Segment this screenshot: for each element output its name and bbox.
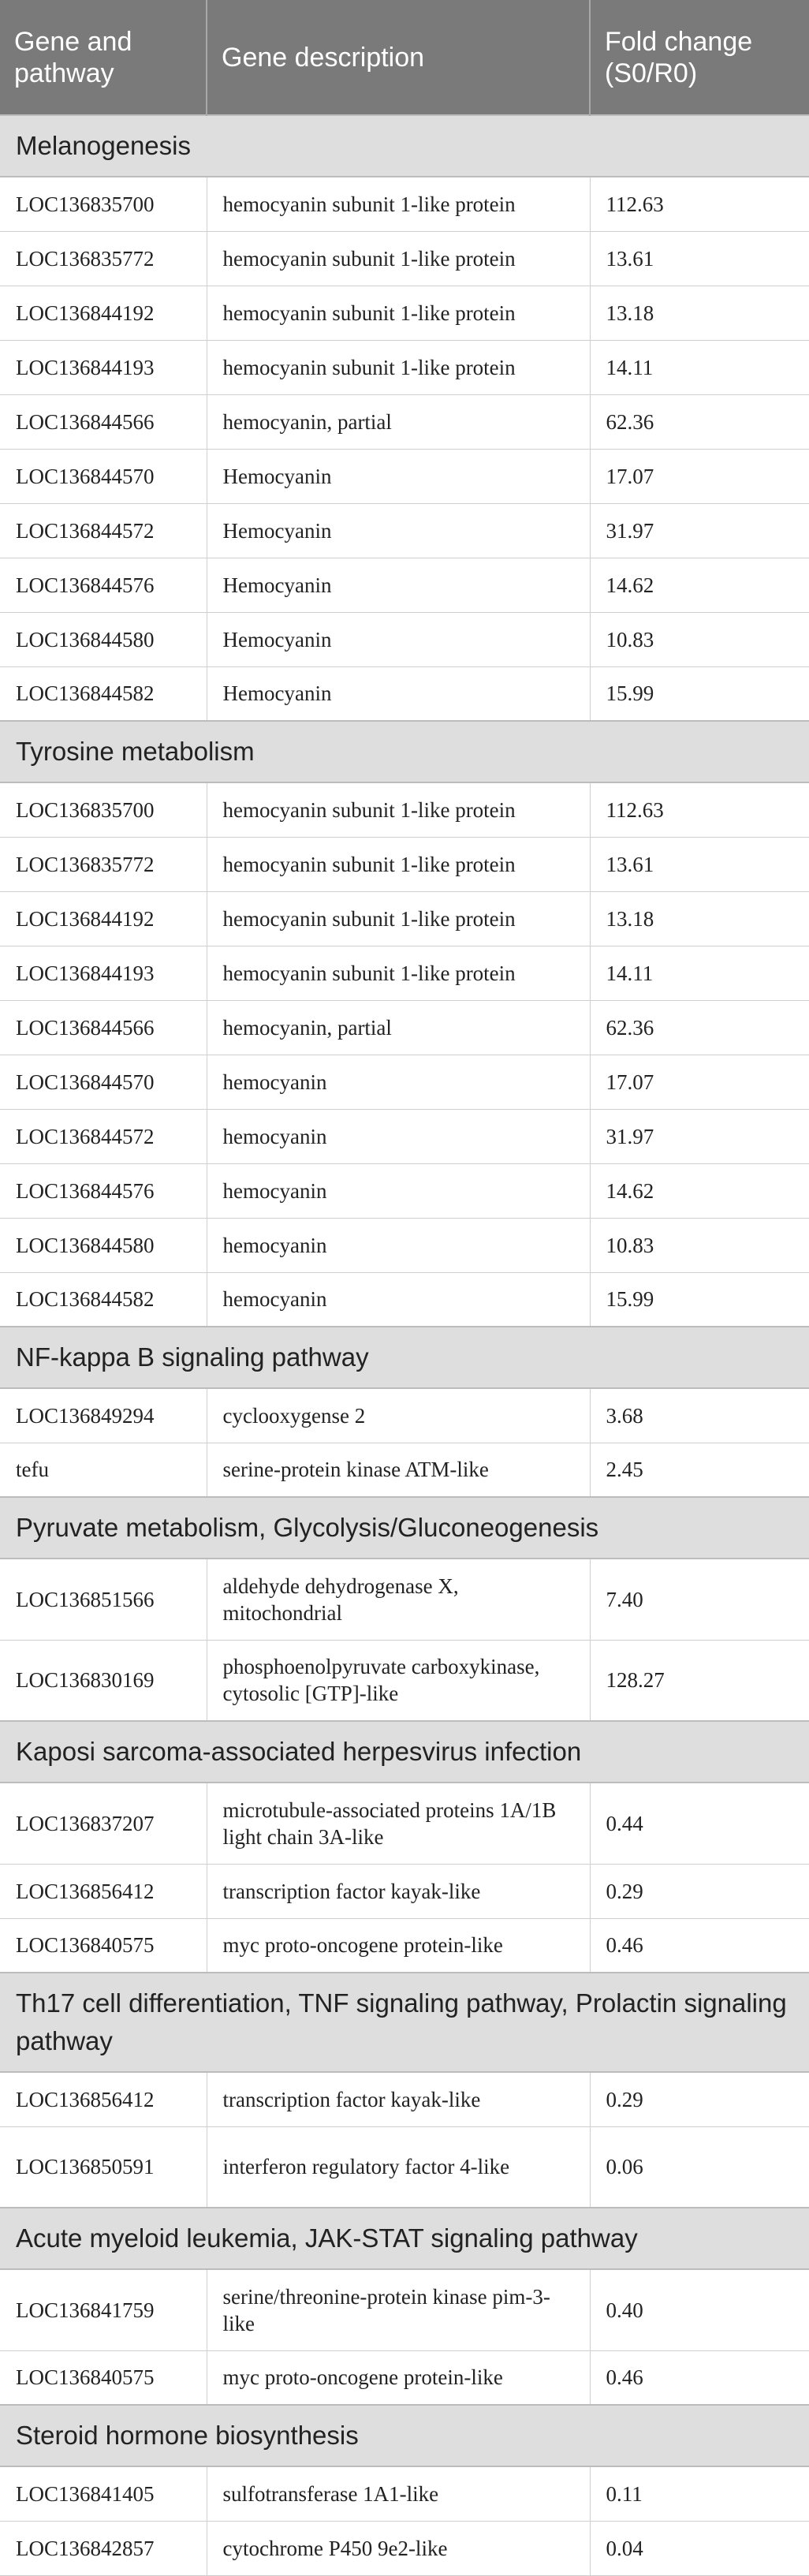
fold-change-cell: 17.07 bbox=[590, 449, 809, 503]
pathway-section-row bbox=[0, 1721, 809, 1783]
gene-description-cell: myc proto-oncogene protein-like bbox=[207, 2350, 590, 2405]
gene-description-cell: serine/threonine-protein kinase pim-3-like bbox=[207, 2269, 590, 2350]
gene-description-cell: hemocyanin subunit 1-like protein bbox=[207, 340, 590, 394]
fold-change-cell: 13.61 bbox=[590, 231, 809, 286]
gene-description-cell: hemocyanin bbox=[207, 1109, 590, 1163]
gene-id-cell: tefu bbox=[0, 1443, 207, 1497]
gene-id-cell: LOC136842857 bbox=[0, 2521, 207, 2575]
gene-description-cell: hemocyanin bbox=[207, 1055, 590, 1109]
fold-change-cell: 128.27 bbox=[590, 1640, 809, 1721]
fold-change-cell: 7.40 bbox=[590, 1559, 809, 1640]
gene-description-cell: interferon regulatory factor 4-like bbox=[207, 2126, 590, 2208]
pathway-section-row bbox=[0, 1973, 809, 2072]
table-row bbox=[0, 1864, 809, 1918]
gene-description-cell: sulfotransferase 1A1-like bbox=[207, 2466, 590, 2521]
gene-description-cell: hemocyanin, partial bbox=[207, 394, 590, 449]
gene-description-cell: microtubule-associated proteins 1A/1B light chain 3A-like bbox=[207, 1783, 590, 1864]
gene-id-cell: LOC136835700 bbox=[0, 177, 207, 231]
gene-description-cell: Hemocyanin bbox=[207, 666, 590, 721]
gene-description-cell: hemocyanin subunit 1-like protein bbox=[207, 782, 590, 837]
table-header bbox=[0, 0, 809, 115]
pathway-section-row bbox=[0, 2405, 809, 2466]
gene-id-cell: LOC136844580 bbox=[0, 612, 207, 666]
table-row bbox=[0, 1388, 809, 1443]
gene-description-cell: cyclooxygense 2 bbox=[207, 1388, 590, 1443]
table-row bbox=[0, 449, 809, 503]
gene-id-cell: LOC136844570 bbox=[0, 1055, 207, 1109]
fold-change-cell: 15.99 bbox=[590, 1272, 809, 1327]
gene-id-cell: LOC136844192 bbox=[0, 286, 207, 340]
fold-change-cell: 112.63 bbox=[590, 782, 809, 837]
gene-id-cell: LOC136835700 bbox=[0, 782, 207, 837]
table-row bbox=[0, 286, 809, 340]
gene-id-cell: LOC136844566 bbox=[0, 394, 207, 449]
pathway-section-row bbox=[0, 1327, 809, 1388]
pathway-section-row bbox=[0, 721, 809, 782]
gene-description-cell: transcription factor kayak-like bbox=[207, 2072, 590, 2126]
header-gene-and-pathway: Gene and pathway bbox=[0, 0, 207, 115]
table-row bbox=[0, 891, 809, 946]
gene-id-cell: LOC136844582 bbox=[0, 1272, 207, 1327]
table-row bbox=[0, 1218, 809, 1272]
gene-description-cell: cytochrome P450 9e2-like bbox=[207, 2521, 590, 2575]
table-row bbox=[0, 1055, 809, 1109]
gene-description-cell: hemocyanin bbox=[207, 1272, 590, 1327]
gene-id-cell: LOC136844580 bbox=[0, 1218, 207, 1272]
fold-change-cell: 62.36 bbox=[590, 394, 809, 449]
pathway-title: Pyruvate metabolism, Glycolysis/Gluconeogenesis bbox=[0, 1497, 809, 1559]
gene-id-cell: LOC136844576 bbox=[0, 558, 207, 612]
fold-change-cell: 14.62 bbox=[590, 1163, 809, 1218]
fold-change-cell: 0.11 bbox=[590, 2466, 809, 2521]
table-row bbox=[0, 1000, 809, 1055]
fold-change-cell: 0.29 bbox=[590, 1864, 809, 1918]
gene-id-cell: LOC136856412 bbox=[0, 2072, 207, 2126]
header-row bbox=[0, 0, 809, 115]
gene-id-cell: LOC136844572 bbox=[0, 503, 207, 558]
table-row bbox=[0, 1640, 809, 1721]
gene-description-cell: hemocyanin subunit 1-like protein bbox=[207, 286, 590, 340]
pathway-title: Acute myeloid leukemia, JAK-STAT signaling pathway bbox=[0, 2208, 809, 2269]
gene-id-cell: LOC136851566 bbox=[0, 1559, 207, 1640]
fold-change-cell: 13.18 bbox=[590, 891, 809, 946]
fold-change-cell: 17.07 bbox=[590, 1055, 809, 1109]
gene-id-cell: LOC136840575 bbox=[0, 1918, 207, 1973]
fold-change-cell: 0.04 bbox=[590, 2521, 809, 2575]
table-row bbox=[0, 1109, 809, 1163]
table-row bbox=[0, 1163, 809, 1218]
pathway-section-row bbox=[0, 115, 809, 177]
gene-id-cell: LOC136840575 bbox=[0, 2350, 207, 2405]
gene-description-cell: transcription factor kayak-like bbox=[207, 1864, 590, 1918]
gene-description-cell: hemocyanin subunit 1-like protein bbox=[207, 837, 590, 891]
table-row bbox=[0, 2350, 809, 2405]
gene-description-cell: hemocyanin subunit 1-like protein bbox=[207, 177, 590, 231]
gene-id-cell: LOC136856412 bbox=[0, 1864, 207, 1918]
gene-description-cell: serine-protein kinase ATM-like bbox=[207, 1443, 590, 1497]
fold-change-cell: 14.11 bbox=[590, 946, 809, 1000]
gene-id-cell: LOC136849294 bbox=[0, 1388, 207, 1443]
pathway-section-row bbox=[0, 1497, 809, 1559]
pathway-title: NF-kappa B signaling pathway bbox=[0, 1327, 809, 1388]
pathway-title: Th17 cell differentiation, TNF signaling pathway, Prolactin signaling pathway bbox=[0, 1973, 809, 2072]
pathway-title: Kaposi sarcoma-associated herpesvirus infection bbox=[0, 1721, 809, 1783]
gene-description-cell: hemocyanin, partial bbox=[207, 1000, 590, 1055]
pathway-title: Melanogenesis bbox=[0, 115, 809, 177]
table-row bbox=[0, 177, 809, 231]
fold-change-cell: 0.06 bbox=[590, 2126, 809, 2208]
gene-description-cell: Hemocyanin bbox=[207, 449, 590, 503]
fold-change-cell: 14.62 bbox=[590, 558, 809, 612]
table-row bbox=[0, 2126, 809, 2208]
fold-change-cell: 0.44 bbox=[590, 1783, 809, 1864]
gene-description-cell: myc proto-oncogene protein-like bbox=[207, 1918, 590, 1973]
header-gene-description: Gene description bbox=[207, 0, 590, 115]
gene-description-cell: hemocyanin subunit 1-like protein bbox=[207, 891, 590, 946]
table-row bbox=[0, 1783, 809, 1864]
fold-change-cell: 31.97 bbox=[590, 503, 809, 558]
table-row bbox=[0, 782, 809, 837]
table-row bbox=[0, 1272, 809, 1327]
gene-id-cell: LOC136844566 bbox=[0, 1000, 207, 1055]
fold-change-cell: 31.97 bbox=[590, 1109, 809, 1163]
fold-change-cell: 15.99 bbox=[590, 666, 809, 721]
gene-id-cell: LOC136844582 bbox=[0, 666, 207, 721]
gene-description-cell: Hemocyanin bbox=[207, 612, 590, 666]
gene-description-cell: phosphoenolpyruvate carboxykinase, cytosolic [GTP]-like bbox=[207, 1640, 590, 1721]
fold-change-cell: 3.68 bbox=[590, 1388, 809, 1443]
gene-description-cell: hemocyanin subunit 1-like protein bbox=[207, 946, 590, 1000]
table-row bbox=[0, 2269, 809, 2350]
table-row bbox=[0, 231, 809, 286]
gene-id-cell: LOC136850591 bbox=[0, 2126, 207, 2208]
gene-id-cell: LOC136830169 bbox=[0, 1640, 207, 1721]
fold-change-cell: 14.11 bbox=[590, 340, 809, 394]
table-row bbox=[0, 837, 809, 891]
gene-id-cell: LOC136835772 bbox=[0, 837, 207, 891]
pathway-title: Steroid hormone biosynthesis bbox=[0, 2405, 809, 2466]
gene-id-cell: LOC136844193 bbox=[0, 946, 207, 1000]
gene-description-cell: hemocyanin subunit 1-like protein bbox=[207, 231, 590, 286]
fold-change-cell: 10.83 bbox=[590, 612, 809, 666]
table-row bbox=[0, 503, 809, 558]
gene-id-cell: LOC136835772 bbox=[0, 231, 207, 286]
fold-change-cell: 13.18 bbox=[590, 286, 809, 340]
gene-description-cell: hemocyanin bbox=[207, 1218, 590, 1272]
gene-description-cell: aldehyde dehydrogenase X, mitochondrial bbox=[207, 1559, 590, 1640]
pathway-title: Tyrosine metabolism bbox=[0, 721, 809, 782]
table-body bbox=[0, 115, 809, 2575]
gene-id-cell: LOC136844572 bbox=[0, 1109, 207, 1163]
table-row bbox=[0, 666, 809, 721]
gene-id-cell: LOC136844576 bbox=[0, 1163, 207, 1218]
fold-change-cell: 0.29 bbox=[590, 2072, 809, 2126]
gene-id-cell: LOC136844570 bbox=[0, 449, 207, 503]
table-row bbox=[0, 946, 809, 1000]
gene-id-cell: LOC136841405 bbox=[0, 2466, 207, 2521]
fold-change-cell: 62.36 bbox=[590, 1000, 809, 1055]
fold-change-cell: 10.83 bbox=[590, 1218, 809, 1272]
fold-change-cell: 0.46 bbox=[590, 2350, 809, 2405]
table-row bbox=[0, 340, 809, 394]
gene-description-cell: Hemocyanin bbox=[207, 503, 590, 558]
table-row bbox=[0, 1918, 809, 1973]
gene-id-cell: LOC136837207 bbox=[0, 1783, 207, 1864]
fold-change-cell: 13.61 bbox=[590, 837, 809, 891]
gene-id-cell: LOC136844193 bbox=[0, 340, 207, 394]
table-row bbox=[0, 394, 809, 449]
table-row bbox=[0, 1443, 809, 1497]
gene-description-cell: Hemocyanin bbox=[207, 558, 590, 612]
gene-id-cell: LOC136841759 bbox=[0, 2269, 207, 2350]
table-row bbox=[0, 2072, 809, 2126]
table-row bbox=[0, 1559, 809, 1640]
table-row bbox=[0, 558, 809, 612]
gene-description-cell: hemocyanin bbox=[207, 1163, 590, 1218]
pathway-section-row bbox=[0, 2208, 809, 2269]
header-fold-change: Fold change (S0/R0) bbox=[590, 0, 809, 115]
table-row bbox=[0, 612, 809, 666]
fold-change-cell: 112.63 bbox=[590, 177, 809, 231]
table-row bbox=[0, 2466, 809, 2521]
fold-change-cell: 2.45 bbox=[590, 1443, 809, 1497]
fold-change-cell: 0.40 bbox=[590, 2269, 809, 2350]
gene-id-cell: LOC136844192 bbox=[0, 891, 207, 946]
fold-change-cell: 0.46 bbox=[590, 1918, 809, 1973]
